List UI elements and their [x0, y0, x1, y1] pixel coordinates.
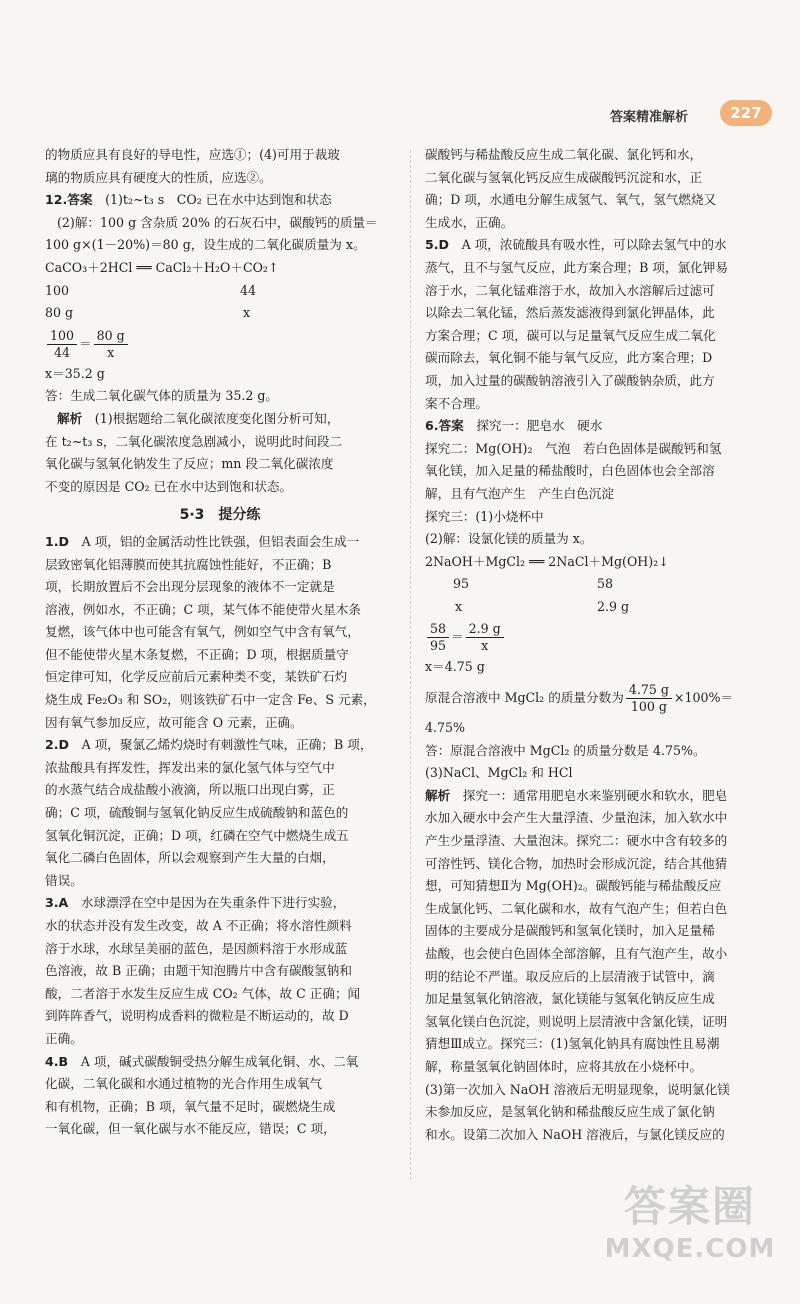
text-line: 氧化二磷白色固体，所以会观察到产生大量的白烟，: [45, 850, 335, 866]
text-line: 解，称量氢氧化钠固体时，应将其放在小烧杯中。: [425, 1058, 703, 1074]
unknown-mass: x: [455, 598, 463, 614]
numerator: 100: [47, 328, 77, 345]
text-line: 氧化碳与氢氧化钠发生了反应；mn 段二氧化碳浓度: [45, 456, 334, 472]
denominator: x: [481, 638, 489, 654]
molar-mass: 58: [597, 576, 614, 592]
page-header: [600, 100, 790, 130]
fraction: [47, 328, 77, 361]
text-line: 项，加入过量的碳酸钠溶液引入了碳酸钠杂质，此方: [425, 372, 715, 388]
percent-expression: ×100%＝: [673, 690, 734, 706]
given-mass: 80 g: [45, 305, 74, 321]
analysis-text: (1)根据题给二氧化碳浓度变化图分析可知，: [94, 410, 340, 426]
fraction: [94, 328, 128, 361]
answer-text: 水球漂浮在空中是因为在失重条件下进行实验，: [80, 895, 346, 911]
text-line: (2)解：100 g 含杂质 20% 的石灰石中，碳酸钙的质量＝: [57, 214, 378, 230]
fraction: [626, 682, 672, 715]
text-line: 氢氧化镁白色沉淀，则说明上层清液中含氯化镁，证明: [425, 1013, 728, 1029]
text-line: 氢氧化铜沉淀，正确；D 项，红磷在空气中燃烧生成五: [45, 827, 349, 843]
numerator: 2.9 g: [466, 621, 504, 638]
text-line: 案不合理。: [425, 395, 488, 411]
question-12: [45, 189, 395, 212]
watermark-text: 答案圈: [623, 1182, 756, 1231]
text-line: 水加入硬水中会产生大量浮渣、少量泡沫，加入软水中: [425, 810, 728, 826]
text-line: 在 t₂~t₃ s，二氧化碳浓度急剧减小，说明此时间段二: [45, 433, 343, 449]
fraction: [427, 621, 449, 654]
text-line: 猜想Ⅲ成立。探究三：(1)氢氧化钠具有腐蚀性且易潮: [425, 1036, 720, 1052]
text-line: 二氧化碳与氢氧化钙反应生成碳酸钙沉淀和水，正: [425, 169, 703, 185]
mass-fraction-line: [425, 679, 775, 717]
result: x＝4.75 g: [425, 659, 485, 675]
text-line: 未参加反应，是氢氧化钠和稀盐酸反应生成了氯化钠: [425, 1104, 715, 1120]
text-line: 生成水，正确。: [425, 214, 514, 230]
equals-sign: ＝: [79, 335, 92, 351]
text-line: 一氧化碳，但一氧化碳与水不能反应，错误；C 项，: [45, 1121, 336, 1137]
text-line: (3)第一次加入 NaOH 溶液后无明显现象，说明氯化镁: [425, 1081, 730, 1097]
text-line: 想，可知猜想Ⅱ为 Mg(OH)₂。碳酸钙能与稀盐酸反应: [425, 878, 722, 894]
text-line: 层致密氧化铝薄膜而使其抗腐蚀性能好，不正确；B: [45, 556, 332, 572]
text-line: 正确。: [45, 1030, 83, 1046]
answer-text: A 项，碱式碳酸铜受热分解生成氧化铜、水、二氧: [80, 1053, 359, 1069]
text-line: 璃的物质应具有硬度大的性质，应选②。: [45, 169, 272, 185]
text-line: 不变的原因是 CO₂ 已在水中达到饱和状态。: [45, 478, 293, 494]
molar-mass: 44: [240, 282, 257, 298]
question-label: 4.B: [45, 1053, 69, 1069]
equation-given: [425, 596, 775, 619]
text-line: 解，且有气泡产生 产生白色沉淀: [425, 485, 614, 501]
text-line: 和有机物，正确；B 项，氧气量不足时，碳燃烧生成: [45, 1098, 336, 1114]
text-line: (2)解：设氯化镁的质量为 x。: [425, 531, 593, 547]
text-line: 恒定律可知，化学反应前后元素种类不变，某铁矿石灼: [45, 669, 348, 685]
text-line: 100 g×(1－20%)＝80 g，设生成的二氧化碳质量为 x。: [45, 237, 366, 253]
proportion: [425, 618, 775, 656]
numerator: 80 g: [94, 328, 128, 345]
header-title: 答案精准解析: [610, 110, 689, 125]
denominator: 95: [430, 638, 447, 654]
result: 4.75%: [425, 720, 466, 736]
text-line: 烧生成 Fe₂O₃ 和 SO₂，则该铁矿石中一定含 Fe、S 元素，: [45, 692, 376, 708]
text-line: 色溶液，故 B 正确；由题干知泡腾片中含有碳酸氢钠和: [45, 963, 352, 979]
numerator: 4.75 g: [626, 682, 672, 699]
section-heading: 5·3 提分练: [179, 507, 261, 524]
text-line: 以除去二氧化锰，然后蒸发滤液得到氯化钾晶体，此: [425, 305, 715, 321]
answer-line: 答：原混合溶液中 MgCl₂ 的质量分数是 4.75%。: [425, 742, 706, 758]
equation-masses: [425, 573, 775, 596]
analysis-label: 解析: [57, 410, 83, 426]
text-line: 盐酸，也会使白色固体全部溶解，且有气泡产生，故小: [425, 946, 728, 961]
column-divider: [410, 150, 411, 1180]
proportion: [45, 325, 395, 363]
numerator: 58: [427, 621, 449, 638]
chemical-equation: CaCO₃＋2HCl ══ CaCl₂＋H₂O＋CO₂↑: [45, 259, 279, 275]
text-line: 碳而除去，氧化铜不能与氧气反应，此方案合理；D: [425, 350, 713, 366]
molar-mass: 95: [453, 576, 470, 592]
answer-line: 答：生成二氧化碳气体的质量为 35.2 g。: [45, 388, 279, 404]
text-line: 项，长期放置后不会出现分层现象的液体不一定就是: [45, 579, 335, 595]
text-line: 溶液，例如水，不正确；C 项，某气体不能使带火星木条: [45, 601, 361, 617]
text-line: 探究二：Mg(OH)₂ 气泡 若白色固体是碳酸钙和氢: [425, 440, 722, 456]
question-label: 5.D: [425, 237, 450, 253]
text-line: 产生少量浮渣、大量泡沫。探究二：硬水中含有较多的: [425, 833, 728, 849]
analysis: [45, 408, 395, 431]
equation-masses: [45, 280, 395, 303]
answer-text: A 项，聚氯乙烯灼烧时有刺激性气味，正确；B 项，: [81, 737, 373, 753]
question-label: 2.D: [45, 737, 70, 753]
text-line: 复燃，该气体中也可能含有氧气，例如空气中含有氧气，: [45, 624, 360, 640]
text-line: 化碳，二氧化碳和水通过植物的光合作用生成氧气: [45, 1076, 323, 1092]
equals-sign: ＝: [451, 629, 464, 645]
text-line: 蒸气，且不与氢气反应，此方案合理；B 项，氯化钾易: [425, 259, 728, 275]
watermark-url: MXQE.COM: [604, 1234, 776, 1264]
text-line: 浓盐酸具有挥发性，挥发出来的氯化氢气体与空气中: [45, 759, 335, 775]
analysis-label: 解析: [425, 787, 451, 803]
question-3: [45, 892, 395, 915]
text-line: 水的状态并没有发生改变，故 A 不正确；将水溶性颜料: [45, 918, 352, 933]
chemical-equation: 2NaOH＋MgCl₂ ══ 2NaCl＋Mg(OH)₂↓: [425, 553, 669, 569]
analysis: [425, 785, 775, 808]
text-line: 确；D 项，水通电分解生成氢气、氧气，氢气燃烧又: [425, 192, 717, 208]
answer-text: A 项，浓硫酸具有吸水性，可以除去氢气中的水: [461, 237, 727, 253]
text-line: 加足量氢氧化钠溶液，氯化镁能与氢氧化钠反应生成: [425, 991, 715, 1007]
denominator: 100 g: [630, 699, 667, 715]
text-line: 和水。设第二次加入 NaOH 溶液后，与氯化镁反应的: [425, 1126, 725, 1142]
question-2: [45, 734, 395, 757]
right-column: [425, 144, 775, 1146]
question-label: 6.答案: [425, 418, 464, 434]
text-line: 到阵阵香气，说明构成香料的微粒是不断运动的，故 D: [45, 1008, 349, 1024]
text-line: 探究三：(1)小烧杯中: [425, 508, 544, 524]
question-6: [425, 415, 775, 438]
answer-text: (1)t₂~t₃ s CO₂ 已在水中达到饱和状态: [105, 192, 332, 208]
unknown-mass: x: [243, 305, 251, 321]
text-line: 酸，二者溶于水发生反应生成 CO₂ 气体，故 C 正确；闻: [45, 985, 361, 1001]
text-line: 氧化镁，加入足量的稀盐酸时，白色固体也会全部溶: [425, 463, 715, 479]
denominator: 44: [54, 344, 71, 360]
question-5: [425, 234, 775, 257]
analysis-text: 探究一：通常用肥皂水来鉴别硬水和软水，肥皂: [462, 787, 728, 803]
text-line: 方案合理；C 项，碳可以与足量氧气反应生成二氧化: [425, 327, 716, 343]
text-line: 固体的主要成分是碳酸钙和氢氧化镁时，加入足量稀: [425, 923, 715, 939]
result: x＝35.2 g: [45, 365, 105, 381]
answer-text: A 项，铝的金属活动性比铁强，但铝表面会生成一: [81, 533, 360, 549]
fraction: [466, 621, 504, 654]
text-line: 的水蒸气结合成盐酸小液滴，所以瓶口出现白雾，正: [45, 782, 335, 798]
equation-given: [45, 302, 395, 325]
text-line: 因有氧气参加反应，故可能含 O 元素，正确。: [45, 714, 303, 730]
question-label: 12.答案: [45, 192, 93, 208]
text-line: 碳酸钙与稀盐酸反应生成二氧化碳、氯化钙和水，: [425, 147, 703, 162]
watermark-logo: [600, 1174, 780, 1294]
text-line: 确；C 项，硫酸铜与氢氧化钠反应生成硫酸钠和蓝色的: [45, 805, 349, 821]
answer-line: (3)NaCl、MgCl₂ 和 HCl: [425, 765, 573, 781]
question-1: [45, 531, 395, 554]
text-line: 明的结论不严谨。取反应后的上层清液于试管中，滴: [425, 968, 715, 984]
question-4: [45, 1051, 395, 1074]
question-label: 1.D: [45, 533, 70, 549]
denominator: x: [107, 344, 115, 360]
text-line: 溶于水，二氧化锰难溶于水，故加入水溶解后过滤可: [425, 282, 715, 298]
text-line: 的物质应具有良好的导电性，应选①；(4)可用于裁玻: [45, 147, 340, 162]
given-mass: 2.9 g: [597, 598, 630, 614]
left-column: [45, 144, 395, 1141]
mass-fraction-text: 原混合溶液中 MgCl₂ 的质量分数为: [425, 690, 624, 706]
text-line: 可溶性钙、镁化合物，加热时会形成沉淀，结合其他猜: [425, 855, 728, 871]
molar-mass: 100: [45, 282, 70, 298]
page-number: 227: [720, 100, 772, 126]
text-line: 错误。: [45, 872, 83, 888]
text-line: 溶于水球，水球呈美丽的蓝色，是因颜料溶于水形成蓝: [45, 940, 348, 956]
answer-text: 探究一：肥皂水 硬水: [476, 418, 603, 434]
question-label: 3.A: [45, 895, 69, 911]
text-line: 生成氯化钙、二氧化碳和水，故有气泡产生；但若白色: [425, 900, 728, 916]
text-line: 但不能使带火星木条复燃，不正确；D 项，根据质量守: [45, 646, 349, 662]
